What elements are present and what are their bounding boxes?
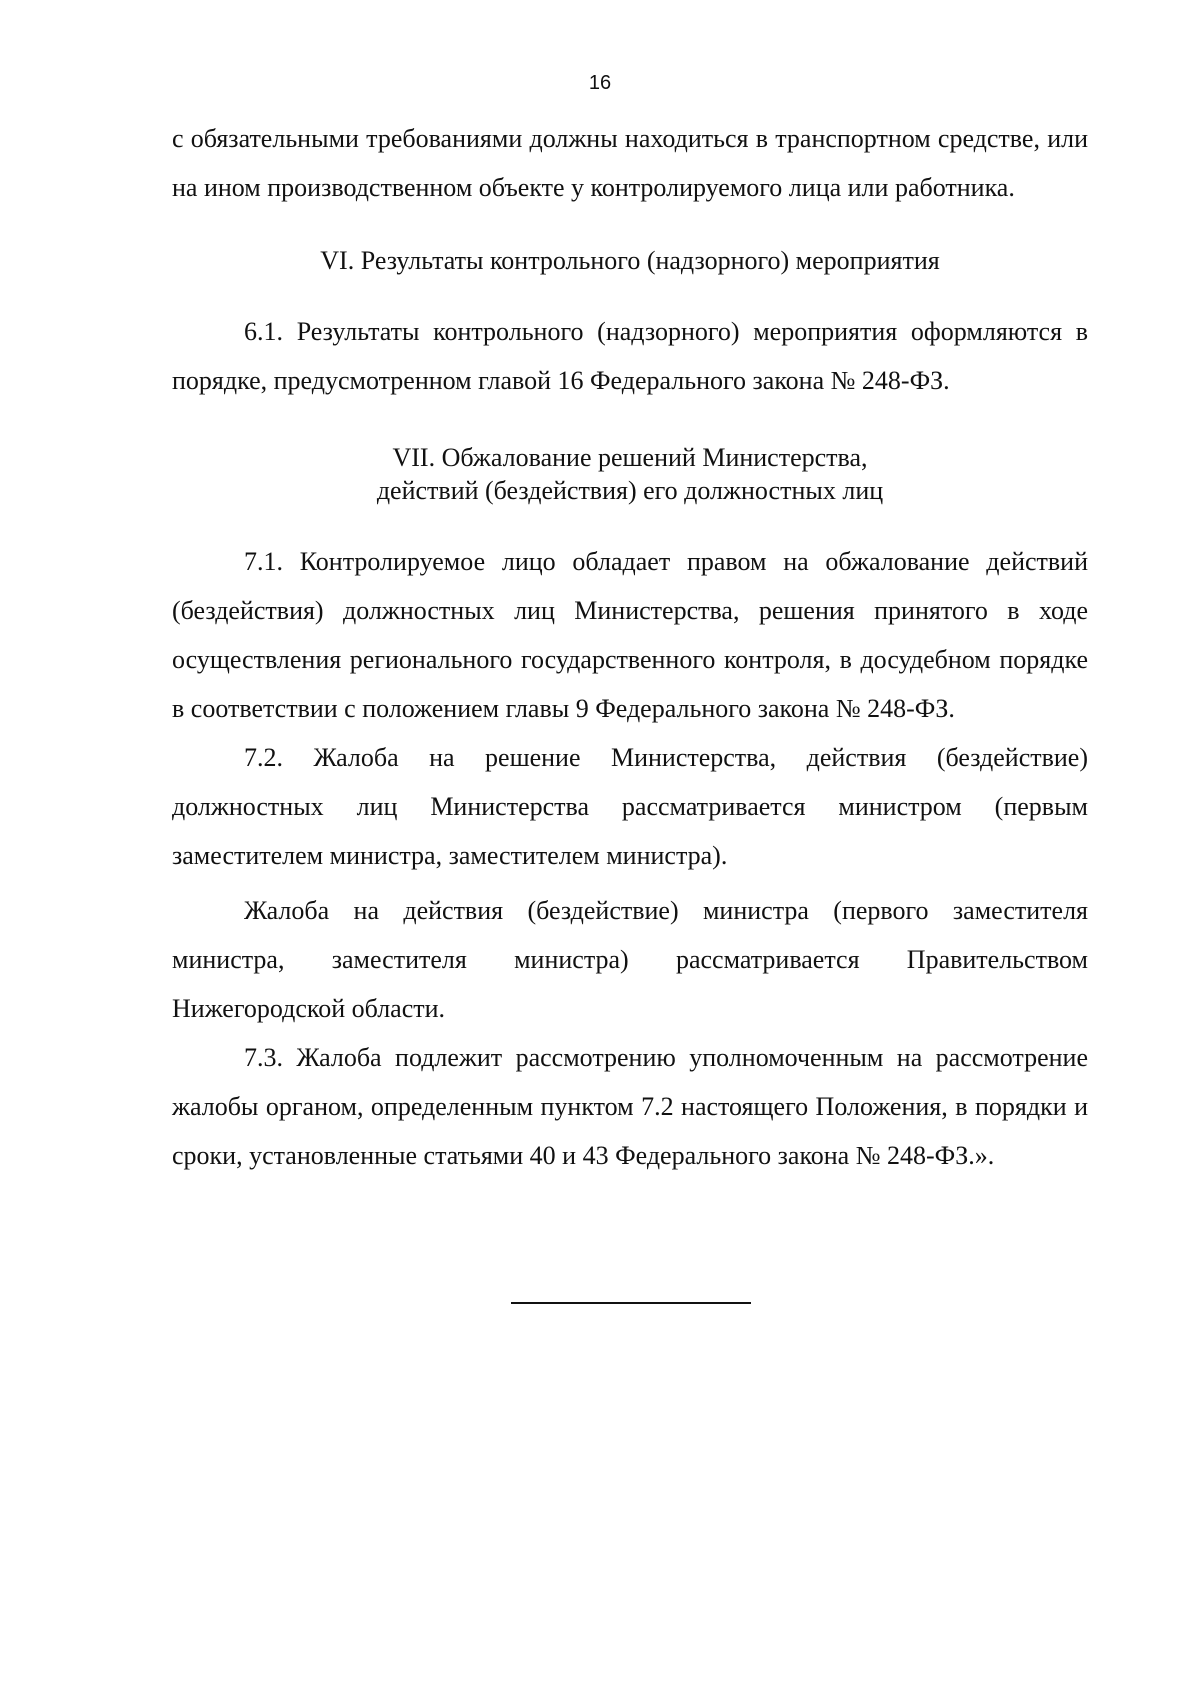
end-divider <box>511 1302 751 1304</box>
section-7-heading-line-2: действий (бездействия) его должностных лиц <box>376 476 884 505</box>
section-6-heading: VI. Результаты контрольного (надзорного) мероприятия <box>320 246 940 275</box>
paragraph-7-2-complaint: Жалоба на действия (бездействие) министра (первого заместителя министра, заместителя министра) рассматривается Правительством Нижегородской области. <box>172 896 1088 1023</box>
intro-paragraph: с обязательными требованиями должны находиться в транспортном средстве, или на ином производственном объекте у контролируемого лица или работника. <box>172 124 1088 202</box>
document-body <box>172 114 1088 1180</box>
paragraph-6-1: 6.1. Результаты контрольного (надзорного) мероприятия оформляются в порядке, предусмотренном главой 16 Федерального закона № 248-ФЗ. <box>172 317 1088 395</box>
section-7-heading-line-1: VII. Обжалование решений Министерства, <box>392 443 868 472</box>
section-7-heading <box>172 441 1088 507</box>
paragraph-7-3: 7.3. Жалоба подлежит рассмотрению уполномоченным на рассмотрение жалобы органом, определенным пунктом 7.2 настоящего Положения, в порядки и сроки, установленные статьями 40 и 43 Федерального закона № 248-ФЗ.». <box>172 1043 1088 1170</box>
paragraph-7-1: 7.1. Контролируемое лицо обладает правом на обжалование действий (бездействия) должностных лиц Министерства, решения принятого в ходе осуществления регионального государственного контроля, в досудебном порядке в соответствии с положением главы 9 Федерального закона № 248-ФЗ. <box>172 547 1088 723</box>
page-number: 16 <box>588 72 612 94</box>
paragraph-7-2: 7.2. Жалоба на решение Министерства, действия (бездействие) должностных лиц Министерства рассматривается министром (первым заместителем министра, заместителем министра). <box>172 743 1088 870</box>
